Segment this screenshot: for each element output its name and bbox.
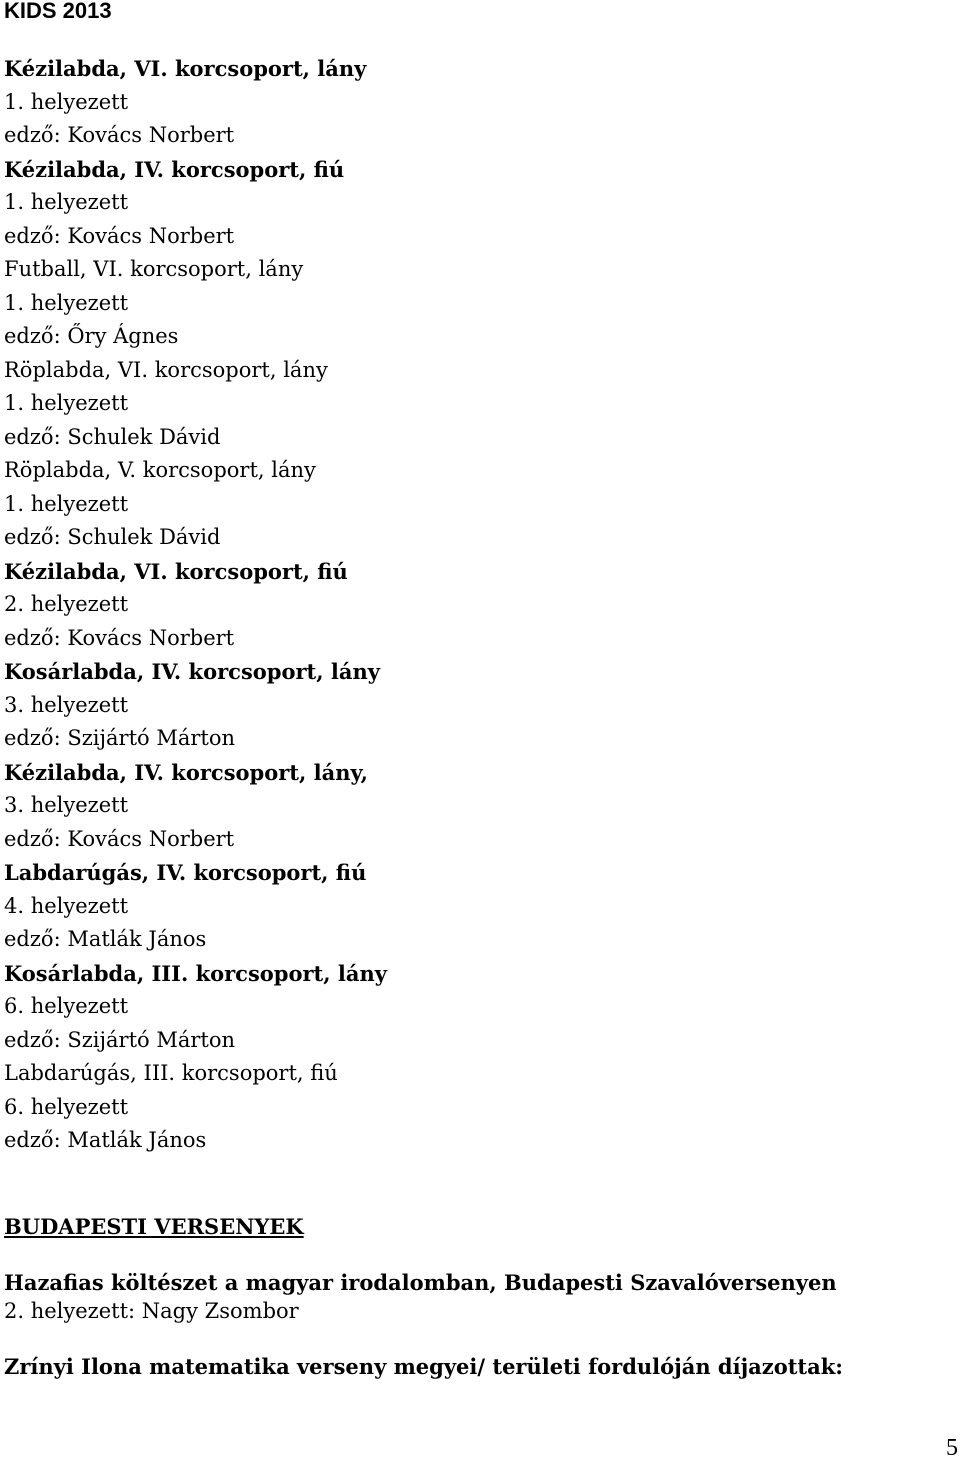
budapest-heading: BUDAPESTI VERSENYEK	[4, 1214, 304, 1239]
coach-name: edző: Szijártó Márton	[4, 726, 235, 750]
results-list	[4, 52, 387, 1158]
event-name: Labdarúgás, III. korcsoport, fiú	[4, 1061, 338, 1085]
coach-name: edző: Szijártó Márton	[4, 1027, 235, 1052]
page-number: 5	[946, 1435, 958, 1461]
placement: 1. helyezett	[4, 89, 129, 114]
coach-name: edző: Őry Ágnes	[4, 324, 179, 348]
placement: 4. helyezett	[4, 893, 129, 918]
coach-name: edző: Matlák János	[4, 1128, 207, 1152]
placement: 1. helyezett	[4, 290, 129, 315]
event-name: Kézilabda, VI. korcsoport, lány	[4, 56, 367, 81]
event-name: Kosárlabda, III. korcsoport, lány	[4, 960, 387, 986]
result-entry	[4, 454, 387, 555]
result-entry	[4, 354, 387, 455]
event-name: Kosárlabda, IV. korcsoport, lány	[4, 659, 380, 684]
result-entry	[4, 655, 387, 756]
placement: 3. helyezett	[4, 793, 129, 817]
placement: 6. helyezett	[4, 1094, 129, 1119]
event-name: Röplabda, VI. korcsoport, lány	[4, 357, 328, 382]
document-title: KIDS 2013	[4, 0, 112, 23]
placement: 1. helyezett	[4, 391, 129, 415]
event-name: Labdarúgás, IV. korcsoport, fiú	[4, 860, 367, 885]
event-name: Kézilabda, VI. korcsoport, fiú	[4, 558, 348, 584]
event-name: Kézilabda, IV. korcsoport, lány,	[4, 759, 368, 785]
coach-name: edző: Kovács Norbert	[4, 826, 235, 851]
result-entry	[4, 957, 387, 1058]
competition-result: 2. helyezett: Nagy Zsombor	[4, 1299, 299, 1323]
placement: 1. helyezett	[4, 491, 129, 516]
event-name: Kézilabda, IV. korcsoport, fiú	[4, 156, 345, 182]
competition-title: Zrínyi Ilona matematika verseny megyei/ területi fordulóján díjazottak:	[4, 1354, 844, 1379]
coach-name: edző: Schulek Dávid	[4, 525, 221, 549]
coach-name: edző: Schulek Dávid	[4, 424, 221, 449]
event-name: Futball, VI. korcsoport, lány	[4, 257, 304, 281]
placement: 1. helyezett	[4, 190, 129, 214]
result-entry	[4, 555, 387, 656]
coach-name: edző: Kovács Norbert	[4, 625, 235, 650]
coach-name: edző: Kovács Norbert	[4, 123, 235, 147]
competition-title: Hazafias költészet a magyar irodalomban, Budapesti Szavalóversenyen	[4, 1270, 837, 1295]
placement: 6. helyezett	[4, 994, 129, 1018]
event-name: Röplabda, V. korcsoport, lány	[4, 458, 316, 482]
result-entry	[4, 856, 387, 957]
placement: 3. helyezett	[4, 692, 129, 717]
placement: 2. helyezett	[4, 592, 129, 616]
coach-name: edző: Matlák János	[4, 927, 207, 951]
result-entry	[4, 153, 387, 254]
result-entry	[4, 756, 387, 857]
result-entry	[4, 1057, 387, 1158]
result-entry	[4, 52, 387, 153]
coach-name: edző: Kovács Norbert	[4, 223, 235, 248]
result-entry	[4, 253, 387, 354]
